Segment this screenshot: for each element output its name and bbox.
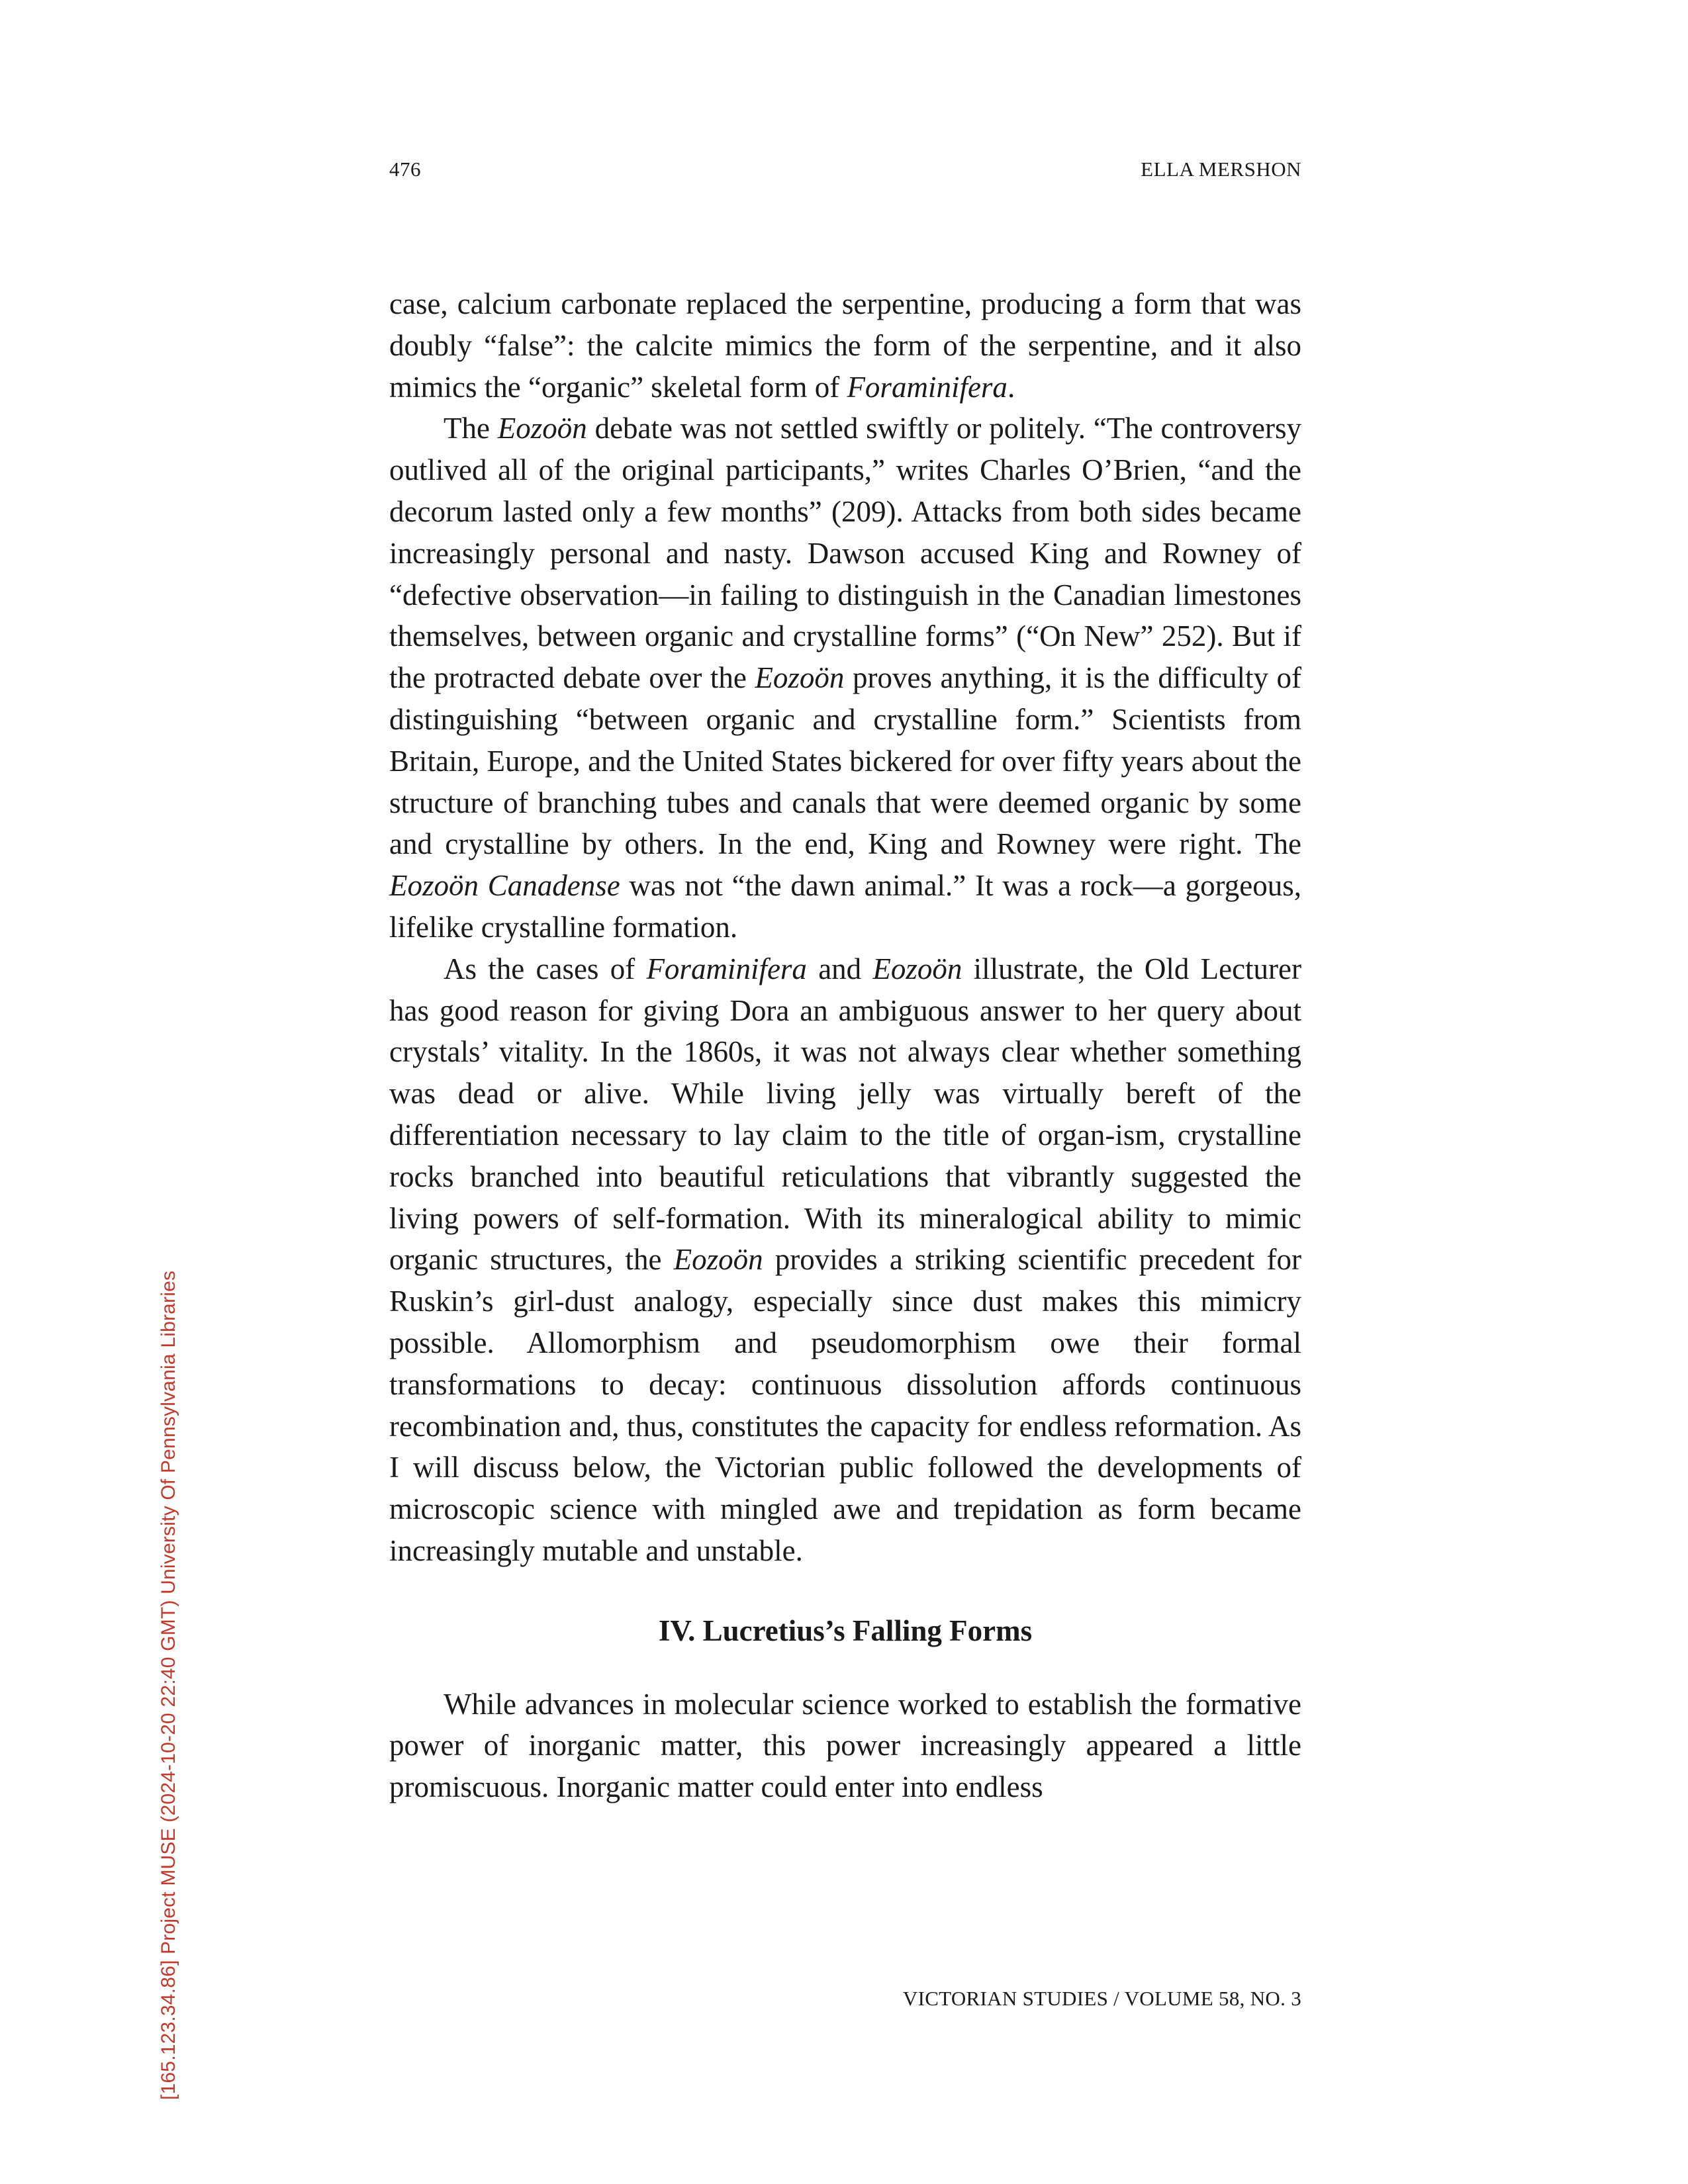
paragraph-2 xyxy=(389,408,1301,948)
running-head xyxy=(389,158,1301,187)
paragraph-3 xyxy=(389,948,1301,1572)
paragraph-4 xyxy=(389,1684,1301,1808)
article-body xyxy=(389,283,1301,1808)
text-run: The xyxy=(444,412,498,445)
italic-term: Foraminifera xyxy=(646,952,807,985)
italic-term: Eozoön xyxy=(755,661,845,695)
italic-term: Eozoön xyxy=(497,412,587,445)
text-run: While advances in molecular science worked to establish the formative power of inorganic matter, this power increasingly appeared a little promiscuous. Inorganic matter could enter into endless xyxy=(389,1687,1301,1804)
text-run: . xyxy=(1007,370,1015,404)
italic-term: Eozoön xyxy=(872,952,962,985)
italic-term: Eozoön xyxy=(673,1243,763,1277)
text-run: case, calcium carbonate replaced the serpentine, producing a form that was doubly “false”: the calcite mimics the form of the serpentine, and it also mimics the “organic” skeletal form of xyxy=(389,287,1301,404)
running-head-author: ELLA MERSHON xyxy=(1141,158,1301,181)
text-run: As the cases of xyxy=(444,952,647,985)
text-run: provides a striking scientific precedent for Ruskin’s girl-dust analogy, especially since dust makes this mimicry possible. Allomorphism and pseudomorphism owe their formal transformations to decay: continuous dissolution affords continuous recombination and, thus, constitutes the capacity for endless reformation. As I will discuss below, the Victorian public followed the developments of microscopic science with mingled awe and trepidation as form became increasingly mutable and unstable. xyxy=(389,1243,1301,1567)
paragraph-1 xyxy=(389,283,1301,408)
text-run: debate was not settled swiftly or politely. “The controversy outlived all of the original participants,” writes Charles O’Brien, “and the decorum lasted only a few months” (209). Attacks from both sides became increasingly personal and nasty. Dawson accused King and Rowney of “defective observation—in failing to distinguish in the Canadian limestones themselves, between organic and crystalline forms” (“On New” 252). But if the protracted debate over the xyxy=(389,412,1301,695)
italic-term: Foraminifera xyxy=(847,370,1008,404)
journal-footer: VICTORIAN STUDIES / VOLUME 58, NO. 3 xyxy=(902,1987,1301,2010)
text-run: illustrate, the Old Lecturer has good reason for giving Dora an ambiguous answer to her query about crystals’ vitality. In the 1860s, it was not always clear whether something was dead or alive. While living jelly was virtually bereft of the differentiation necessary to lay claim to the title of organ-ism, crystalline rocks branched into beautiful reticulations that vibrantly suggested the living powers of self-formation. With its mineralogical ability to mimic organic structures, the xyxy=(389,952,1301,1277)
text-run: was not “the dawn animal.” It was a rock—a gorgeous, lifelike crystalline formation. xyxy=(389,869,1301,944)
italic-term: Eozoön Canadense xyxy=(389,869,620,903)
text-run: proves anything, it is the difficulty of distinguishing “between organic and crystalline form.” Scientists from Britain, Europe, and the United States bickered for over fifty years about the structure of branching tubes and canals that were deemed organic by some and crystalline by others. In the end, King and Rowney were right. The xyxy=(389,661,1301,861)
page-number: 476 xyxy=(389,158,421,181)
section-heading: IV. Lucretius’s Falling Forms xyxy=(658,1614,1033,1647)
access-watermark: [165.123.34.86] Project MUSE (2024-10-20 22:40 GMT) University Of Pennsylvania Libraries xyxy=(158,1270,179,2100)
text-run: and xyxy=(806,952,873,985)
